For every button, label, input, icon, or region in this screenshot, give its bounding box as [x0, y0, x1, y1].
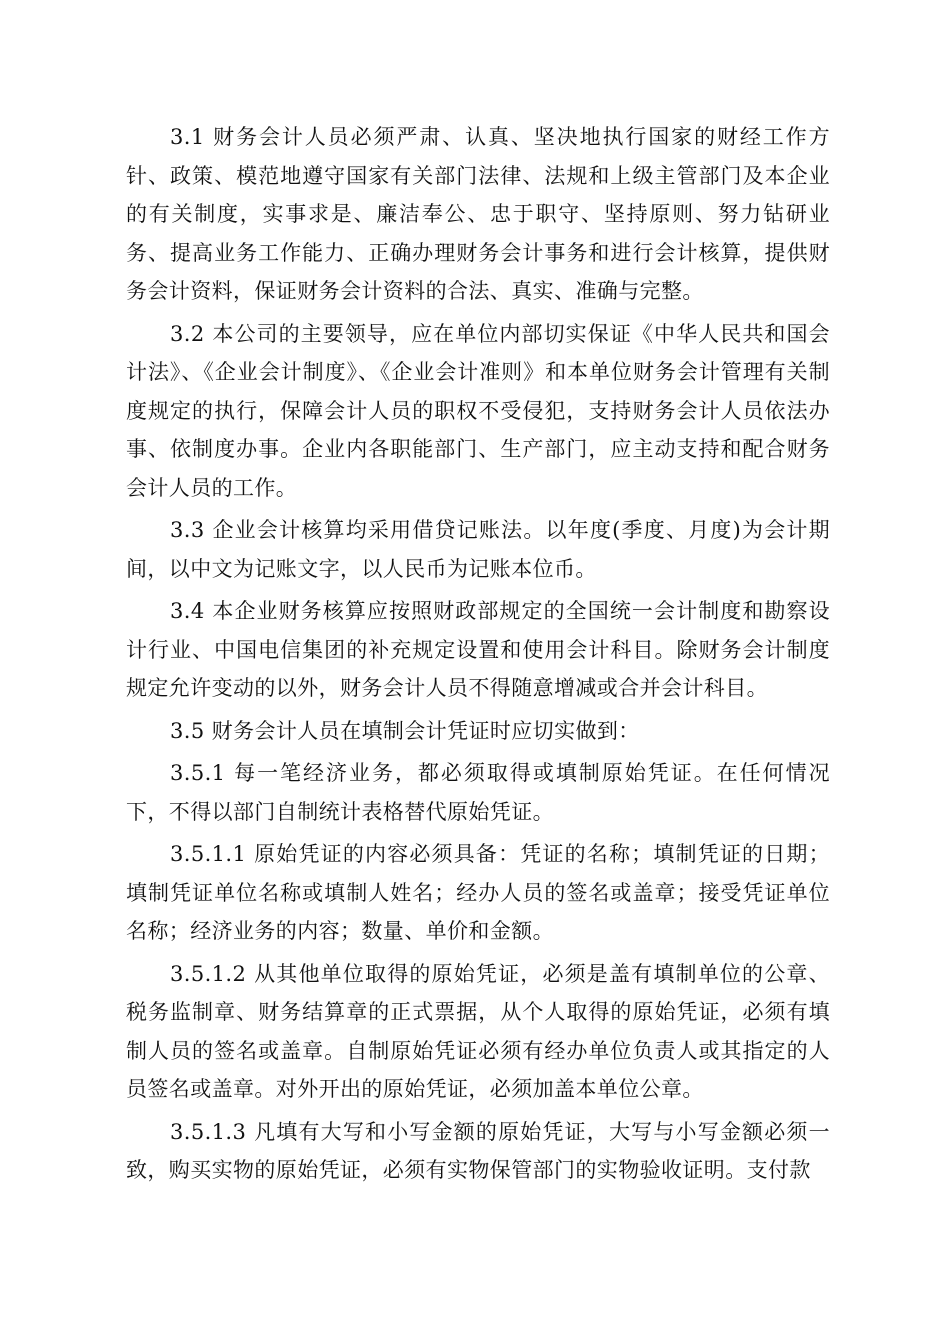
paragraph-3-5-1-2: 3.5.1.2 从其他单位取得的原始凭证，必须是盖有填制单位的公章、税务监制章、财务结算章的正式票据，从个人取得的原始凭证，必须有填制人员的签名或盖章。自制原始凭证必须有经办单位负责人或其指定的人员签名或盖章。对外开出的原始凭证，必须加盖本单位公章。: [126, 961, 830, 1101]
paragraph-3-5-1-3: 3.5.1.3 凡填有大写和小写金额的原始凭证，大写与小写金额必须一致，购买实物的原始凭证，必须有实物保管部门的实物验收证明。支付款: [126, 1119, 830, 1182]
paragraph-3-4: 3.4 本企业财务核算应按照财政部规定的全国统一会计制度和勘察设计行业、中国电信集团的补充规定设置和使用会计科目。除财务会计制度规定允许变动的以外，财务会计人员不得随意增减或合并会计科目。: [126, 599, 830, 700]
paragraph-3-2: 3.2 本公司的主要领导，应在单位内部切实保证《中华人民共和国会计法》、《企业会计制度》、《企业会计准则》和本单位财务会计管理有关制度规定的执行，保障会计人员的职权不受侵犯，支持财务会计人员依法办事、依制度办事。企业内各职能部门、生产部门，应主动支持和配合财务会计人员的工作。: [126, 321, 830, 500]
paragraph-3-5: 3.5 财务会计人员在填制会计凭证时应切实做到：: [170, 718, 640, 743]
paragraph-3-5-1-1: 3.5.1.1 原始凭证的内容必须具备：凭证的名称；填制凭证的日期；填制凭证单位名称或填制人姓名；经办人员的签名或盖章；接受凭证单位名称；经济业务的内容；数量、单价和金额。: [126, 842, 830, 943]
paragraph-3-5-1: 3.5.1 每一笔经济业务，都必须取得或填制原始凭证。在任何情况下，不得以部门自制统计表格替代原始凭证。: [126, 761, 830, 824]
paragraph-3-3: 3.3 企业会计核算均采用借贷记账法。以年度(季度、月度)为会计期间，以中文为记账文字，以人民币为记账本位币。: [126, 518, 830, 581]
paragraph-3-1: 3.1 财务会计人员必须严肃、认真、坚决地执行国家的财经工作方针、政策、模范地遵守国家有关部门法律、法规和上级主管部门及本企业的有关制度，实事求是、廉洁奉公、忠于职守、坚持原则、努力钻研业务、提高业务工作能力、正确办理财务会计事务和进行会计核算，提供财务会计资料，保证财务会计资料的合法、真实、准确与完整。: [126, 125, 830, 303]
document-body: [126, 118, 830, 1194]
